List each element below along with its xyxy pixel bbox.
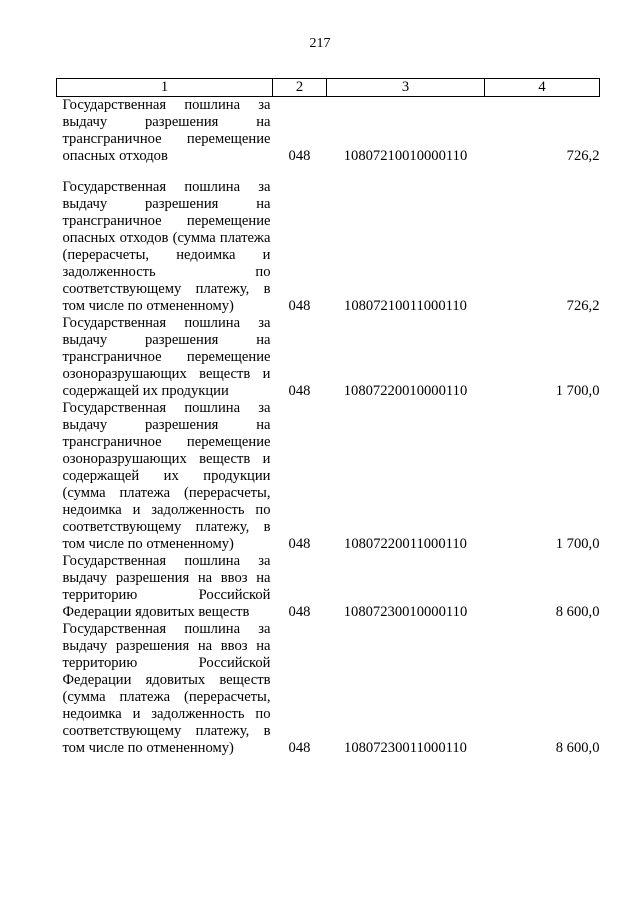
header-row — [57, 79, 600, 97]
table-row — [57, 553, 600, 621]
row-name: Государственная пошлина за выдачу разрешения на трансграничное перемещение опасных отходов — [62, 97, 271, 164]
row-amount: 8 600,0 — [555, 604, 600, 620]
row-budget-code: 10807230011000110 — [344, 740, 467, 756]
row-name: Государственная пошлина за выдачу разрешения на ввоз на территорию Российской Федерации ядовитых веществ (сумма платежа (перерасчеты, недоимка и задолженность по соответствующему платежу, в том числе по отмененному) — [62, 621, 271, 756]
row-admin-code: 048 — [288, 148, 311, 164]
row-name: Государственная пошлина за выдачу разрешения на трансграничное перемещение озоноразрушающих веществ и содержащей их продукции — [62, 315, 271, 399]
row-admin-code: 048 — [288, 740, 311, 756]
page-number: 217 — [309, 36, 331, 51]
row-budget-code: 10807220010000110 — [343, 383, 468, 399]
column-header-1: 1 — [57, 79, 273, 97]
row-amount: 1 700,0 — [555, 536, 600, 552]
row-name: Государственная пошлина за выдачу разрешения на трансграничное перемещение озоноразрушающих веществ и содержащей их продукции (сумма платежа (перерасчеты, недоимка и задолженность по соответствующему платежу, в том числе по отмененному) — [62, 400, 271, 552]
budget-table — [56, 78, 600, 757]
row-budget-code: 10807210010000110 — [343, 148, 468, 164]
row-amount: 8 600,0 — [555, 740, 600, 756]
row-name: Государственная пошлина за выдачу разрешения на ввоз на территорию Российской Федерации ядовитых веществ — [62, 553, 271, 620]
row-admin-code: 048 — [288, 604, 311, 620]
table-row — [57, 621, 600, 757]
row-admin-code: 048 — [288, 383, 311, 399]
table-row — [57, 400, 600, 553]
row-budget-code: 10807220011000110 — [344, 536, 467, 552]
row-budget-code: 10807230010000110 — [343, 604, 468, 620]
column-header-3: 3 — [327, 79, 485, 97]
table-row — [57, 97, 600, 166]
column-header-4: 4 — [485, 79, 600, 97]
row-admin-code: 048 — [288, 536, 311, 552]
table-row — [57, 315, 600, 400]
row-amount: 1 700,0 — [555, 383, 600, 399]
row-amount: 726,2 — [566, 148, 600, 164]
row-amount: 726,2 — [566, 298, 600, 314]
table-row — [57, 165, 600, 315]
table-header — [57, 79, 600, 97]
row-name: Государственная пошлина за выдачу разрешения на трансграничное перемещение опасных отходов (сумма платежа (перерасчеты, недоимка и задолженность по соответствующему платежу, в том числе по отмененному) — [62, 179, 271, 314]
row-budget-code: 10807210011000110 — [344, 298, 467, 314]
row-admin-code: 048 — [288, 298, 311, 314]
column-header-2: 2 — [273, 79, 327, 97]
